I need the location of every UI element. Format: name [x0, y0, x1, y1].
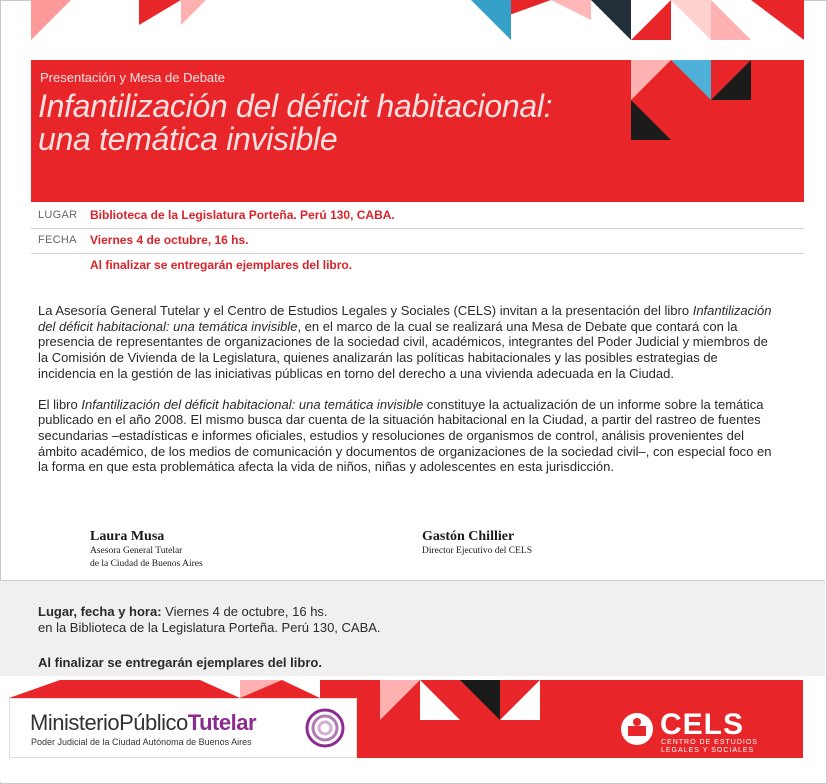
- body-text: [38, 303, 778, 490]
- mpt-logo: MinisterioPúblicoTutelar: [30, 710, 257, 735]
- signer-name: Laura Musa: [90, 529, 165, 544]
- books-note: Al finalizar se entregarán ejemplares del libro.: [90, 258, 353, 272]
- signature-left: [90, 529, 203, 571]
- info-row-fecha: [31, 229, 804, 254]
- cels-tagline: CENTRO DE ESTUDIOS LEGALES Y SOCIALES: [661, 739, 758, 754]
- fecha-value: Viernes 4 de octubre, 16 hs.: [90, 233, 249, 247]
- header-banner: [31, 0, 804, 202]
- signer-role: de la Ciudad de Buenos Aires: [90, 559, 203, 569]
- title-line-2: una temática invisible: [38, 121, 338, 157]
- signer-role: Asesora General Tutelar: [90, 546, 183, 556]
- summary-line-1: Lugar, fecha y hora: Viernes 4 de octubre, 16 hs.: [38, 604, 328, 619]
- header-kicker: Presentación y Mesa de Debate: [40, 70, 225, 85]
- paragraph-2: El libro Infantilización del déficit habitacional: una temática invisible constituye la actualización de un informe sobre la temática publicado en el año 2008. El mismo busca dar cuenta de la situación habitacional en la Ciudad, a partir del rastreo de fuentes secundarias –estadísticas e informes oficiales, estudios y resoluciones de organismos de control, análisis provenientes del ámbito académico, de los medios de comunicación y documentos de organizaciones de la sociedad civil–, con especial foco en la forma en que esta problemática afecta la vida de niños, niñas y adolescentes en esta jurisdicción.: [38, 396, 772, 475]
- cels-logo: CELS: [660, 708, 745, 741]
- info-row-lugar: [31, 204, 804, 229]
- footer: [0, 676, 825, 782]
- mpt-swirl-icon: [305, 708, 345, 748]
- page-title: [38, 90, 598, 156]
- signer-role: Director Ejecutivo del CELS: [422, 546, 533, 556]
- title-line-1: Infantilización del déficit habitacional:: [38, 88, 553, 124]
- summary-note: Al finalizar se entregarán ejemplares del libro.: [38, 655, 322, 670]
- cels-emblem-icon: [618, 710, 656, 748]
- signature-right: [422, 529, 532, 558]
- info-row-note: [31, 254, 804, 278]
- lugar-label: LUGAR: [38, 209, 78, 221]
- fecha-label: FECHA: [38, 234, 77, 246]
- paragraph-1: La Asesoría General Tutelar y el Centro de Estudios Legales y Sociales (CELS) invitan a la presentación del libro Infantilización del déficit habitacional: una temática invisible, en el marco de la cual se realizará una Mesa de Debate que contará con la presencia de representantes de organizaciones de la sociedad civil, académicos, integrantes del Poder Judicial y miembros de la Comisión de Vivienda de la Legislatura, quienes analizarán las políticas habitacionales y las posibles estrategias de incidencia en la gestión de las iniciativas públicas en torno del derecho a una vivienda adecuada en la Ciudad.: [38, 303, 772, 381]
- signer-name: Gastón Chillier: [422, 529, 515, 544]
- event-info: [31, 204, 804, 278]
- mpt-tagline: Poder Judicial de la Ciudad Autónoma de Buenos Aires: [31, 737, 252, 747]
- lugar-value: Biblioteca de la Legislatura Porteña. Perú 130, CABA.: [90, 208, 395, 222]
- summary-line-2: en la Biblioteca de la Legislatura Porteña. Perú 130, CABA.: [38, 620, 381, 635]
